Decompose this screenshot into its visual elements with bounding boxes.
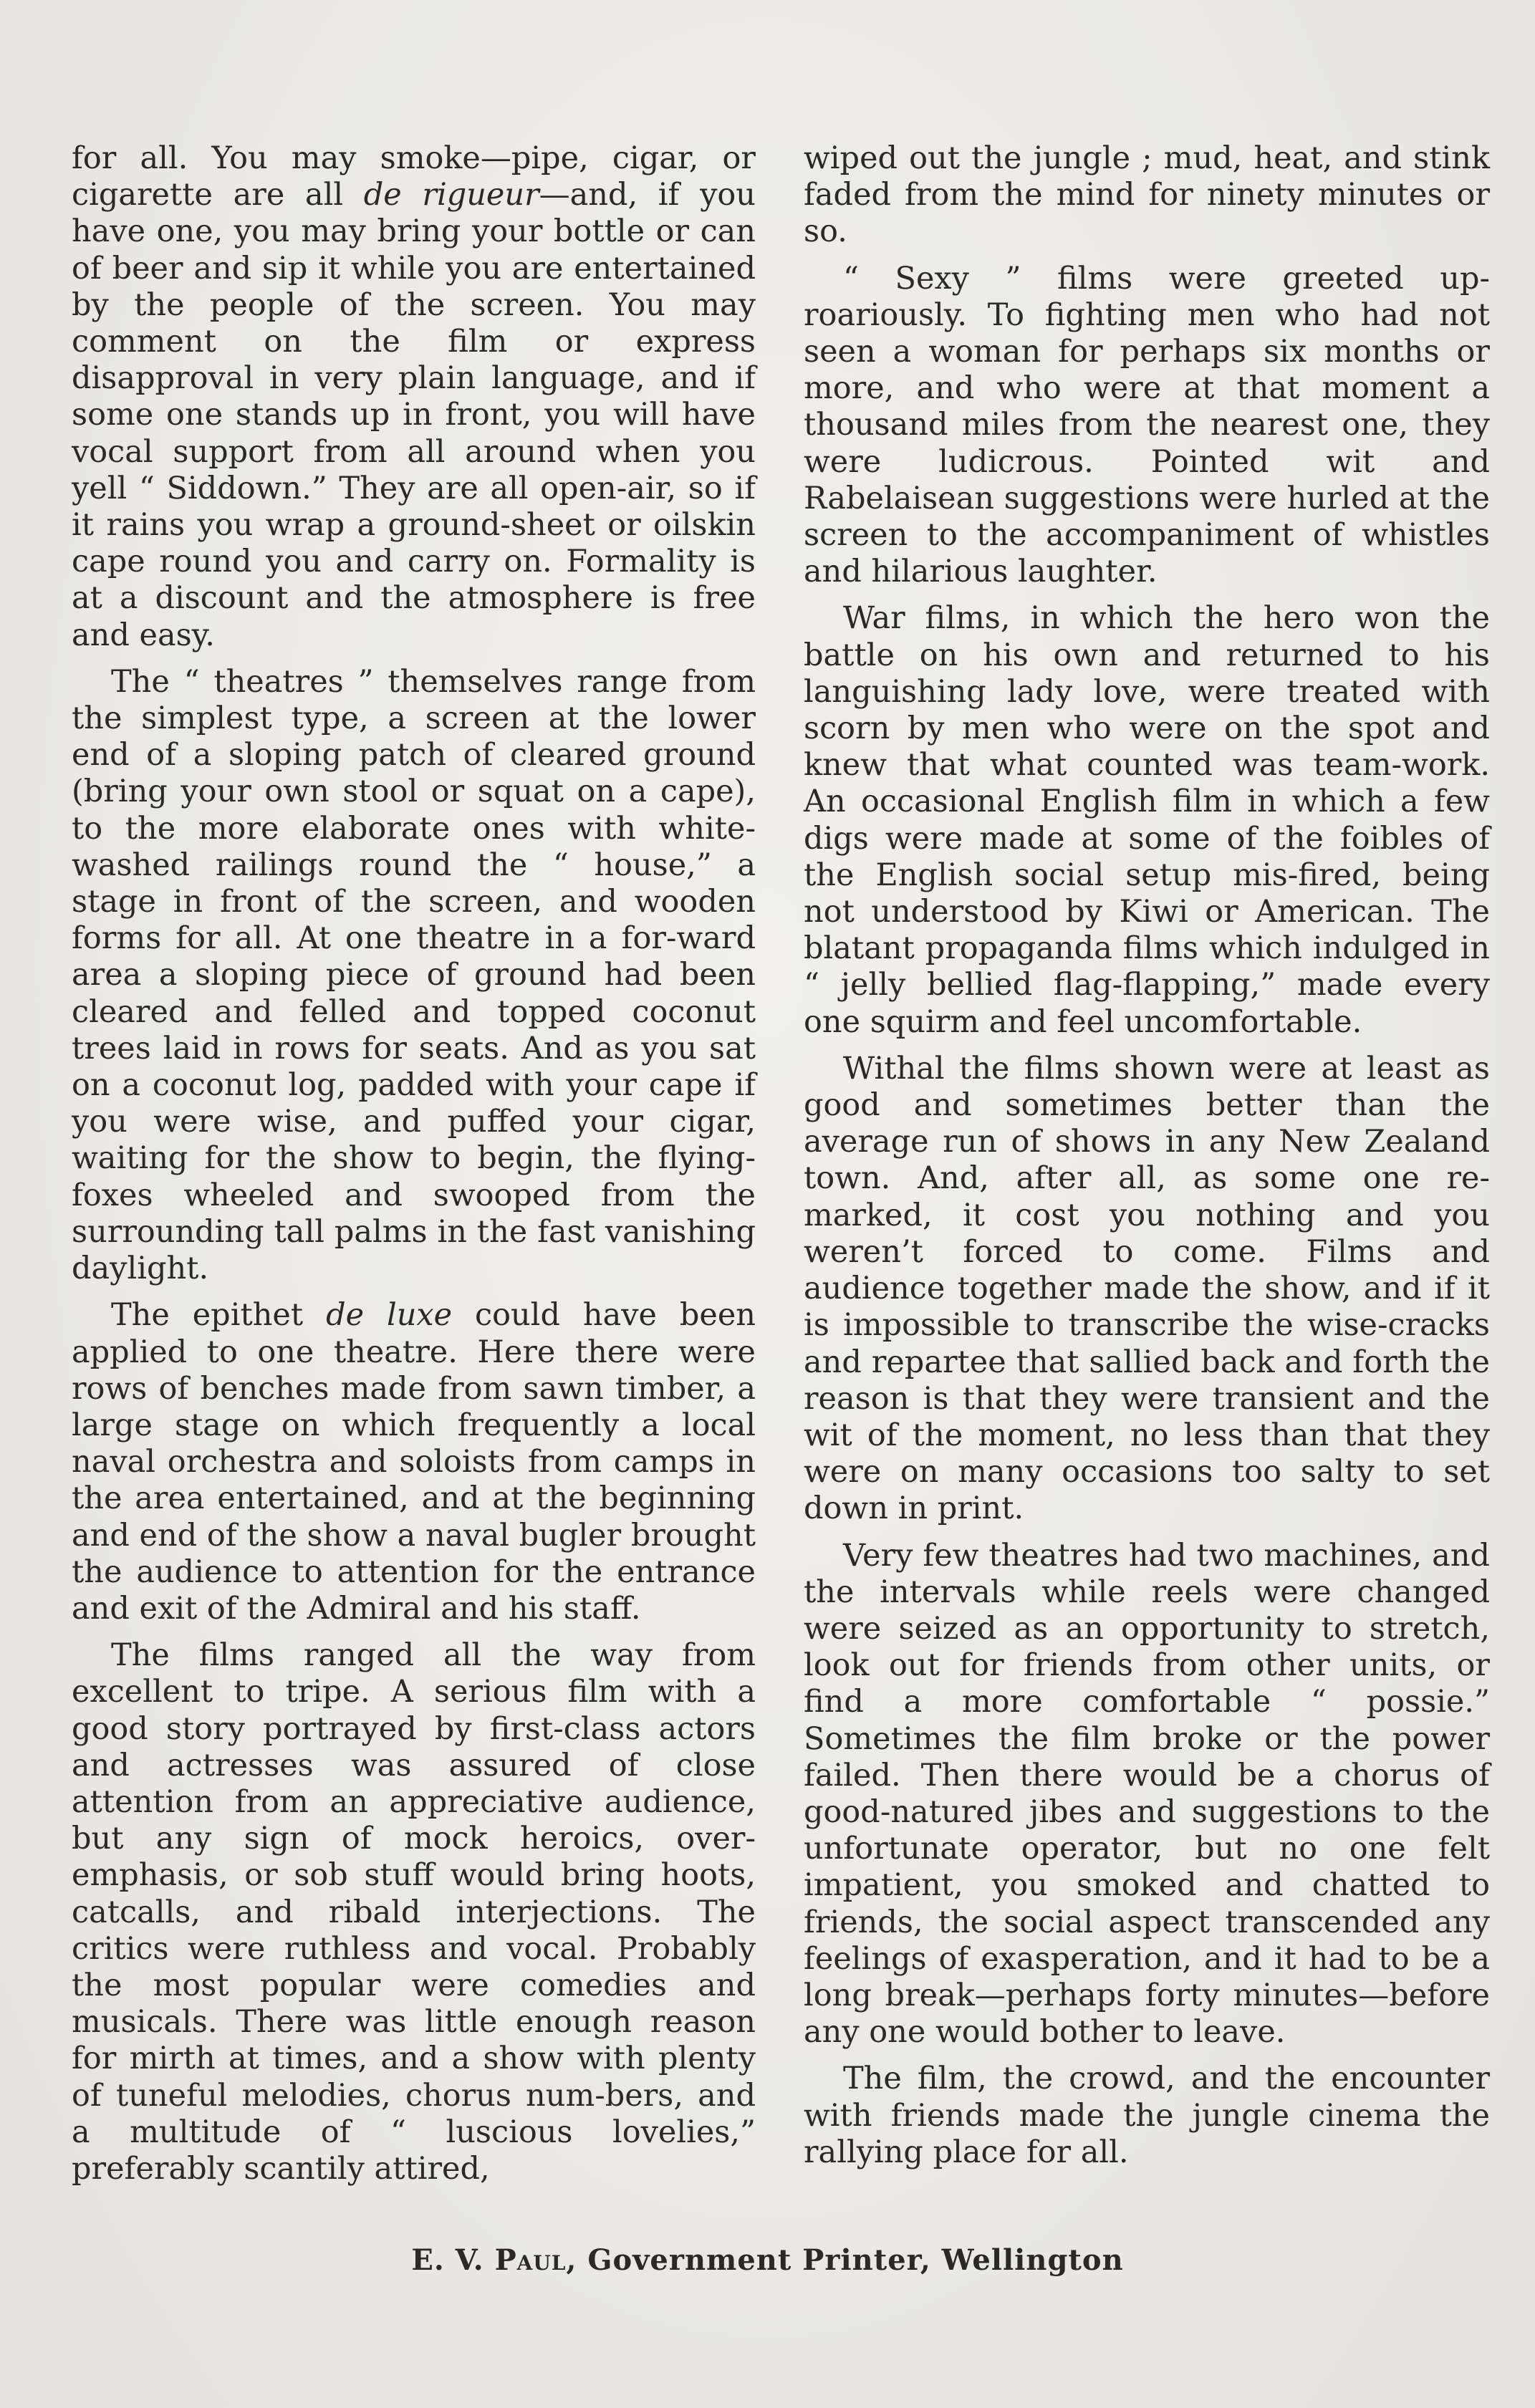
paragraph: Very few theatres had two machines, and the intervals while reels were changed were seized as an opportunity to stretch, look out for friends from other units, or find a more comfortable “ possie.” Sometimes the film broke or the power failed. Then there would be a chorus of good-natured jibes and suggestions to the unfortunate operator, but no one felt impatient, you smoked and chatted to friends, the social aspect transcended any feelings of exasperation, and it had to be a long break—perhaps forty minutes—before any one would bother to leave. xyxy=(804,1537,1490,2051)
paragraph: “ Sexy ” films were greeted up-roariously. To fighting men who had not seen a woman for perhaps six months or more, and who were at that moment a thousand miles from the nearest one, they were ludicrous. Pointed wit and Rabelaisean suggestions were hurled at the screen to the accompaniment of whistles and hilarious laughter. xyxy=(804,260,1490,590)
paragraph: The films ranged all the way from excellent to tripe. A serious film with a good story portrayed by first-class actors and actresses was assured of close attention from an appreciative audience, but any sign of mock heroics, over-emphasis, or sob stuff would bring hoots, catcalls, and ribald interjections. The critics were ruthless and vocal. Probably the most popular were comedies and musicals. There was little enough reason for mirth at times, and a show with plenty of tuneful melodies, chorus num-bers, and a multitude of “ luscious lovelies,” preferably scantily attired, xyxy=(72,1637,756,2187)
printer-imprint xyxy=(0,2243,1535,2277)
paragraph: The film, the crowd, and the encounter with friends made the jungle cinema the rallying place for all. xyxy=(804,2061,1490,2170)
paragraph: The epithet de luxe could have been applied to one theatre. Here there were rows of benches made from sawn timber, a large stage on which frequently a local naval orchestra and soloists from camps in the area entertained, and at the beginning and end of the show a naval bugler brought the audience to attention for the entrance and exit of the Admiral and his staff. xyxy=(72,1297,756,1627)
italic-phrase: de luxe xyxy=(326,1297,453,1334)
paragraph: for all. You may smoke—pipe, cigar, or cigarette are all de rigueur—and, if you have one, you may bring your bottle or can of beer and sip it while you are entertained by the people of the screen. You may comment on the film or express disapproval in very plain language, and if some one stands up in front, you will have vocal support from all around when you yell “ Siddown.” They are all open-air, so if it rains you wrap a ground-sheet or oilskin cape round you and carry on. Formality is at a discount and the atmosphere is free and easy. xyxy=(72,140,756,653)
left-column xyxy=(72,140,756,2187)
paragraph: War films, in which the hero won the battle on his own and returned to his languishing lady love, were treated with scorn by men who were on the spot and knew that what counted was team-work. An occasional English film in which a few digs were made at some of the foibles of the English social setup mis-fired, being not understood by Kiwi or American. The blatant propaganda films which indulged in “ jelly bellied flag-flapping,” made every one squirm and feel uncomfortable. xyxy=(804,600,1490,1040)
italic-phrase: de rigueur xyxy=(363,177,539,213)
right-column xyxy=(804,140,1490,2171)
paragraph: Withal the films shown were at least as good and sometimes better than the average run of shows in any New Zealand town. And, after all, as some one re-marked, it cost you nothing and you weren’t forced to come. Films and audience together made the show, and if it is impossible to transcribe the wise-cracks and repartee that sallied back and forth the reason is that they were transient and the wit of the moment, no less than that they were on many occasions too salty to set down in print. xyxy=(804,1050,1490,1527)
paragraph: wiped out the jungle ; mud, heat, and stink faded from the mind for ninety minutes or so. xyxy=(804,140,1490,250)
printer-details: Government Printer, Wellington xyxy=(577,2243,1124,2277)
printer-name: E. V. Paul, xyxy=(411,2243,577,2277)
paragraph: The “ theatres ” themselves range from the simplest type, a screen at the lower end of a sloping patch of cleared ground (bring your own stool or squat on a cape), to the more elaborate ones with white-washed railings round the “ house,” a stage in front of the screen, and wooden forms for all. At one theatre in a for-ward area a sloping piece of ground had been cleared and felled and topped coconut trees laid in rows for seats. And as you sat on a coconut log, padded with your cape if you were wise, and puffed your cigar, waiting for the show to begin, the flying-foxes wheeled and swooped from the surrounding tall palms in the fast vanishing daylight. xyxy=(72,663,756,1287)
